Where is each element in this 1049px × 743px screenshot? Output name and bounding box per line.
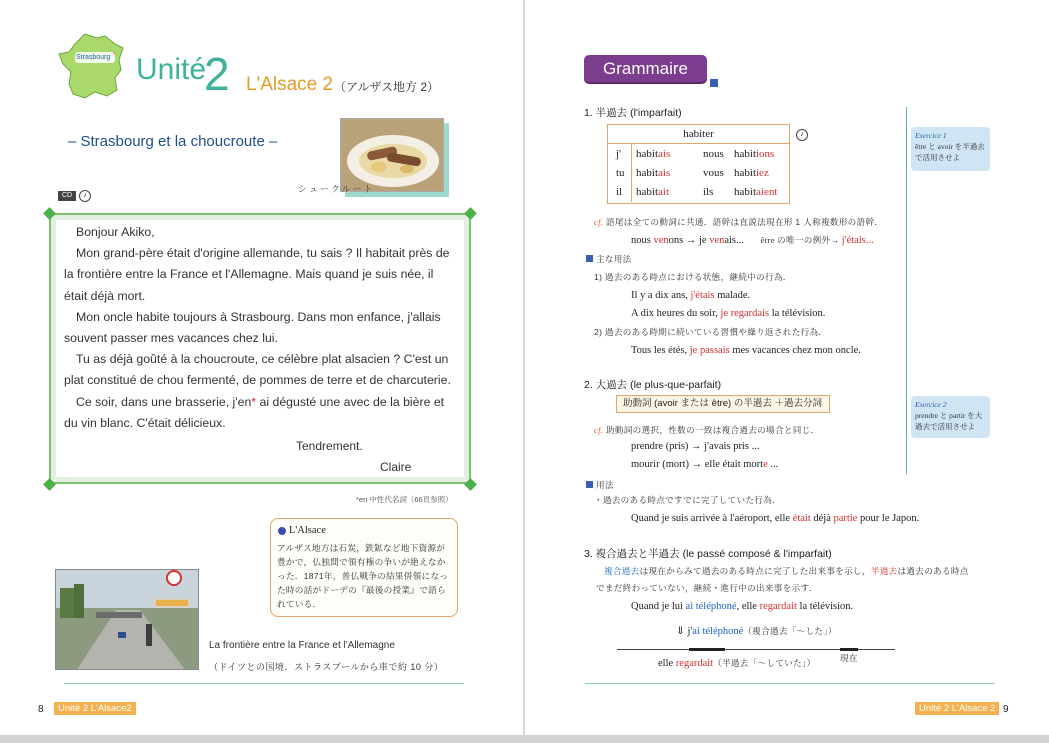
note-text: （半過去「〜していた」） (713, 658, 816, 668)
border-photo-caption-note: （ドイツとの国境．ストラスブールから車で約 10 分） (209, 662, 444, 672)
exercise-text: être と avoir を半過去で活用させよ (915, 142, 985, 162)
term-text: 半過去 (870, 566, 898, 576)
conj-ending: ait (658, 186, 669, 198)
conj-form: habitais (636, 148, 671, 160)
unit-title: L'Alsace 2 (246, 74, 334, 95)
agreement-ending: e (763, 459, 768, 470)
unit-word: Unité (136, 53, 207, 86)
usage-item: 1) 過去のある時点における状態，継続中の行為． (594, 272, 792, 282)
conj-pronoun: nous (703, 148, 724, 160)
example-text: ais... (724, 235, 744, 246)
unit-subtitle: （アルザス地方 2） (334, 80, 440, 94)
exercise-title: Exercice 1 (915, 131, 947, 140)
note-stem-rule (594, 216, 883, 228)
explanation-line (604, 565, 969, 577)
table-divider (631, 144, 632, 202)
timeline-axis (725, 649, 840, 650)
letter-signature: Claire (380, 460, 412, 474)
france-map (55, 30, 127, 102)
conj-pronoun: tu (616, 167, 625, 179)
footer-rule (585, 683, 995, 684)
timeline-axis (617, 649, 689, 650)
exercise-title: Exercice 2 (915, 400, 947, 409)
footnote: *en 中性代名詞（66頁参照） (356, 495, 453, 504)
explanation-text: は過去のある時点 (897, 566, 969, 576)
bullet-square-icon (586, 481, 593, 488)
highlight-text: ai téléphoné (685, 601, 737, 612)
example-text: Il y a dix ans, (631, 290, 691, 301)
usage-item: 2) 過去のある時期に続いている習慣や繰り返された行為． (594, 327, 828, 337)
section-title-imparfait: 1. 半過去 (l'imparfait) (584, 107, 682, 119)
example-text: j'étais... (841, 235, 874, 246)
unit-number: 2 (204, 48, 230, 100)
heading-text: 主な用法 (596, 254, 632, 264)
section-title-pc-imparfait: 3. 複合過去と半過去 (le passé composé & l'imparfait) (584, 548, 832, 560)
conj-ending: iez (756, 167, 769, 179)
example-text: déjà (810, 513, 834, 524)
conj-pronoun: ils (703, 186, 714, 198)
exercise-box (911, 396, 990, 438)
letter-paragraph (64, 392, 459, 434)
audio-track-icon[interactable]: ♪ (796, 129, 808, 141)
example-text: j' (687, 626, 693, 637)
conj-form: habitaient (734, 186, 778, 198)
border-crossing-photo (55, 569, 199, 670)
cf-marker: cf. (594, 425, 604, 435)
example-line (631, 513, 919, 524)
letter-paragraph: Mon oncle habite toujours à Strasbourg. Dans mon enfance, j'allais souvent passer mes vacances chez lui. (64, 309, 441, 346)
lesson-subtitle: – Strasbourg et la choucroute – (68, 133, 278, 150)
example-line (631, 234, 874, 246)
letter-closing: Tendrement. (296, 439, 363, 453)
conj-ending: ais (658, 167, 671, 179)
timeline-bottom-label (658, 657, 816, 669)
letter-body (64, 222, 459, 434)
book-spine (523, 0, 525, 743)
stem-text: ven (653, 235, 669, 246)
conjugation-verb: habiter (607, 124, 790, 144)
example-line (631, 308, 825, 319)
alsace-info-text: アルザス地方は石炭，鉄鉱など地下資源が豊かで，仏独間で領有権の争いが絶えなかった．1871年，普仏戦争の結果併領になった時の話がドーデの『最後の授業』で語られている． (277, 543, 449, 609)
footer-unit-tag: Unité 2 L'Alsace2 (54, 702, 136, 715)
example-text: Tous les étés, (631, 345, 690, 356)
exercise-box (911, 127, 990, 171)
exercise-text: prendre と partir を大過去で活用させよ (915, 411, 983, 431)
grammaire-badge: Grammaire (584, 55, 707, 82)
example-text: mes vacances chez mon oncle. (729, 345, 861, 356)
conj-form: habitiez (734, 167, 769, 179)
footer-rule (64, 683, 464, 684)
timeline-segment (689, 648, 725, 651)
alsace-info-title: L'Alsace (289, 525, 326, 536)
footer-unit-tag: Unité 2 L'Alsace 2 (915, 702, 999, 715)
example-text: la télévision. (769, 308, 826, 319)
example-text: mourir (mort) → elle était mort (631, 459, 764, 470)
example-text: la télévision. (796, 601, 854, 612)
audio-track-icon[interactable]: ♪ (79, 190, 91, 202)
conj-ending: ais (658, 148, 671, 160)
section-title-plus-que-parfait: 2. 大過去 (le plus-que-parfait) (584, 379, 722, 391)
choucroute-photo (340, 118, 444, 192)
example-text: ... (767, 459, 779, 470)
letter-greeting: Bonjour Akiko, (76, 225, 155, 239)
timeline-axis (858, 649, 895, 650)
cd-icon: CD (58, 191, 76, 201)
footnote-marker: * (251, 394, 257, 409)
usage-heading (586, 479, 614, 491)
example-text: Quand je suis arrivée à l'aéroport, elle (631, 513, 793, 524)
page-number: 8 (38, 704, 44, 715)
conj-form: habitait (636, 186, 669, 198)
border-photo-caption: La frontière entre la France et l'Allemagne (209, 640, 395, 651)
example-text: , elle (736, 601, 760, 612)
note-text: 助動詞の選択，性数の一致は複合過去の場合と同じ． (605, 425, 820, 435)
example-text: elle (658, 658, 676, 669)
conj-pronoun: vous (703, 167, 724, 179)
term-text: 複合過去 (604, 566, 640, 576)
map-city-label: Strasbourg (76, 54, 111, 61)
explanation-text: は現在からみて過去のある時点に完了した出来事を示し， (639, 566, 871, 576)
choucroute-photo-caption: シュークルート (298, 184, 375, 194)
note-text: être の唯一の例外→ (760, 235, 842, 245)
highlight-text: je passais (689, 345, 730, 356)
down-arrow-icon: ⇓ (676, 626, 685, 637)
timeline-segment (840, 648, 858, 651)
example-text: malade. (714, 290, 751, 301)
timeline-now-label: 現在 (840, 653, 858, 663)
highlight-text: je regardais (720, 308, 770, 319)
example-line (631, 459, 778, 470)
heading-text: 用法 (596, 480, 614, 490)
sidebar-rule (906, 107, 907, 474)
highlight-text: regardait (675, 658, 714, 669)
letter-paragraph: Tu as déjà goûté à la choucroute, ce célèbre plat alsacien ? C'est un plat constitué de chou fermenté, de pommes de terre et de charcuterie. (64, 352, 451, 388)
example-text: pour le Japon. (857, 513, 920, 524)
letter-text: Ce soir, dans une brasserie, j'en (76, 394, 252, 409)
example-line (631, 601, 853, 612)
conj-ending: ions (756, 148, 775, 160)
example-line (631, 345, 861, 356)
highlight-text: était (792, 513, 811, 524)
usage-item: ・過去のある時点ですでに完了していた行為． (594, 495, 782, 505)
bullet-square-icon (586, 255, 593, 262)
example-text: Quand je lui (631, 601, 686, 612)
formula-box: 助動詞 (avoir または être) の半過去 ＋過去分詞 (616, 395, 830, 413)
letter-text: ai dégusté une avec de la bière et du vin blanc. C'était délicieux. (64, 394, 445, 430)
stem-text: ven (709, 235, 725, 246)
highlight-text: ai téléphoné (692, 626, 744, 637)
note-line (594, 424, 819, 436)
highlight-text: partie (833, 513, 858, 524)
example-text: ons → je (668, 235, 710, 246)
conj-form: habitions (734, 148, 775, 160)
letter-paragraph: Mon grand-père était d'origine allemande, tu sais ? Il habitait près de la frontière entre la France et l'Allemagne. Mais quand je suis née, il était déjà mort. (64, 246, 450, 303)
conj-pronoun: j' (616, 148, 622, 160)
usage-heading (586, 253, 632, 265)
conj-form: habitais (636, 167, 671, 179)
note-text: （複合過去「〜した」） (743, 626, 837, 636)
badge-square-icon (710, 79, 718, 87)
timeline-top-label (676, 625, 837, 637)
page-bottom-edge (0, 735, 1049, 743)
example-line (631, 290, 750, 301)
highlight-text: regardait (759, 601, 797, 612)
example-text: A dix heures du soir, (631, 308, 721, 319)
example-line: prendre (pris) → j'avais pris ... (631, 441, 760, 452)
highlight-text: j'étais (690, 290, 715, 301)
cf-marker: cf. (594, 217, 604, 227)
conj-ending: aient (756, 186, 778, 198)
note-text: 語尾は全ての動詞に共通．語幹は直説法現在形 1 人称複数形の語幹． (605, 217, 884, 227)
example-text: nous (631, 235, 654, 246)
conj-pronoun: il (616, 186, 623, 198)
explanation-line: でまだ終わっていない，継続・進行中の出来事を示す． (596, 583, 818, 593)
page-number: 9 (1003, 704, 1009, 715)
